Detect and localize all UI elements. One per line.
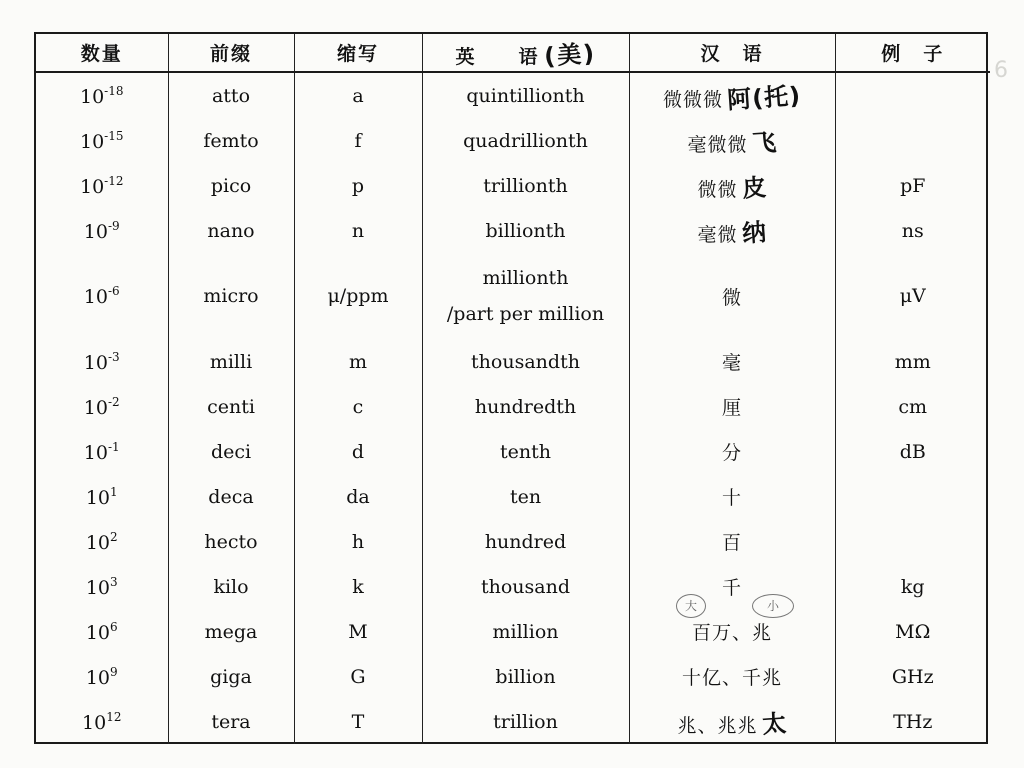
cell-abbreviation: T	[294, 699, 422, 744]
cell-prefix: atto	[168, 72, 294, 118]
quantity-exponent: 3	[110, 574, 118, 589]
cell-abbreviation: M	[294, 609, 422, 654]
english-text	[466, 78, 584, 114]
chinese-text: 十	[721, 487, 742, 509]
cell-prefix: deci	[168, 429, 294, 474]
cell-prefix: giga	[168, 654, 294, 699]
cell-quantity	[36, 253, 168, 339]
quantity-base: 10	[83, 220, 108, 243]
table-row	[36, 384, 990, 429]
english-text	[447, 260, 604, 332]
header-chinese: 汉 语	[629, 34, 835, 72]
cell-chinese	[629, 699, 835, 744]
english-text	[510, 479, 541, 515]
chinese-text: 毫	[721, 352, 742, 374]
header-english-annotation: (美)	[542, 39, 597, 71]
table-row	[36, 118, 990, 163]
quantity-exponent: 9	[110, 664, 118, 679]
si-prefix-table	[36, 34, 990, 744]
cell-chinese	[629, 339, 835, 384]
cell-abbreviation: c	[294, 384, 422, 429]
cell-abbreviation: m	[294, 339, 422, 384]
english-line: million	[492, 620, 559, 643]
cell-chinese	[629, 564, 835, 609]
table-row	[36, 474, 990, 519]
cell-abbreviation: da	[294, 474, 422, 519]
cell-abbreviation: p	[294, 163, 422, 208]
cell-english	[422, 519, 629, 564]
quantity-base: 10	[85, 621, 111, 644]
circled-note-large: 大	[676, 594, 706, 618]
table-header-row	[36, 34, 990, 72]
cell-chinese	[629, 208, 835, 253]
quantity-base: 10	[85, 531, 111, 554]
english-text	[475, 389, 576, 425]
header-quantity: 数量	[36, 34, 168, 72]
chinese-text: 千	[721, 577, 742, 599]
header-prefix: 前缀	[168, 34, 294, 72]
cell-example: mm	[894, 350, 931, 373]
english-line: billion	[495, 665, 556, 688]
cell-example: pF	[900, 174, 926, 197]
cell-english	[422, 384, 629, 429]
quantity-base: 10	[83, 396, 108, 419]
quantity-base: 10	[79, 175, 105, 198]
cell-prefix: micro	[168, 253, 294, 339]
english-line: trillion	[493, 710, 558, 733]
english-text	[500, 434, 551, 470]
prefix-table-sheet	[34, 32, 988, 744]
cell-abbreviation: d	[294, 429, 422, 474]
english-line: quadrillionth	[463, 129, 588, 152]
chinese-text: 兆、兆兆	[677, 715, 758, 737]
cell-abbreviation: n	[294, 208, 422, 253]
cell-english	[422, 564, 629, 609]
cell-example: cm	[898, 395, 928, 418]
quantity-base: 10	[79, 85, 105, 108]
quantity-exponent: 12	[106, 709, 122, 724]
cell-english	[422, 699, 629, 744]
cell-english	[422, 339, 629, 384]
cell-chinese	[629, 474, 835, 519]
chinese-text: 分	[721, 442, 742, 464]
chinese-text: 十亿、千兆	[681, 667, 782, 689]
header-english	[422, 34, 629, 72]
cell-english	[422, 609, 629, 654]
cell-english	[422, 253, 629, 339]
chinese-text: 厘	[721, 397, 742, 419]
cell-example: GHz	[891, 665, 934, 688]
chinese-text: 百万、兆	[691, 622, 772, 644]
cell-chinese	[629, 163, 835, 208]
cell-chinese	[629, 654, 835, 699]
cell-example	[835, 474, 990, 519]
cell-quantity	[36, 429, 168, 474]
table-row	[36, 564, 990, 609]
quantity-exponent: 2	[110, 529, 118, 544]
handwritten-note: 阿(托)	[726, 81, 803, 115]
chinese-text: 毫微	[697, 224, 738, 246]
english-line: trillionth	[483, 174, 568, 197]
cell-chinese	[629, 384, 835, 429]
cell-example	[835, 519, 990, 564]
english-line: hundredth	[474, 395, 577, 418]
cell-prefix: hecto	[168, 519, 294, 564]
cell-example: kg	[900, 575, 925, 598]
english-text	[485, 213, 565, 249]
english-text	[495, 659, 555, 695]
cell-chinese	[629, 72, 835, 118]
cell-prefix: nano	[168, 208, 294, 253]
cell-english	[422, 654, 629, 699]
cell-quantity	[36, 163, 168, 208]
table-row	[36, 609, 990, 654]
cell-english	[422, 163, 629, 208]
cell-english	[422, 72, 629, 118]
table-row	[36, 429, 990, 474]
cell-example: MΩ	[895, 620, 931, 643]
cell-quantity	[36, 118, 168, 163]
english-text	[471, 344, 580, 380]
quantity-exponent: 1	[110, 484, 118, 499]
handwritten-note: 皮	[740, 173, 768, 203]
cell-abbreviation: G	[294, 654, 422, 699]
table-row	[36, 72, 990, 118]
header-example: 例 子	[835, 34, 990, 72]
quantity-exponent: -15	[104, 128, 124, 143]
quantity-base: 10	[85, 666, 111, 689]
cell-prefix: pico	[168, 163, 294, 208]
handwritten-note: 飞	[750, 128, 778, 158]
cell-quantity	[36, 208, 168, 253]
cell-prefix: centi	[168, 384, 294, 429]
english-line: tenth	[500, 440, 551, 463]
table-row	[36, 699, 990, 744]
cell-chinese	[629, 429, 835, 474]
cell-quantity	[36, 699, 168, 744]
quantity-exponent: -9	[107, 218, 120, 233]
cell-chinese	[629, 118, 835, 163]
cell-quantity	[36, 564, 168, 609]
quantity-base: 10	[85, 486, 111, 509]
english-line: quintillionth	[466, 84, 585, 107]
table-row	[36, 208, 990, 253]
cell-prefix: femto	[168, 118, 294, 163]
cell-chinese	[629, 609, 835, 654]
cell-example: dB	[899, 440, 926, 463]
cell-quantity	[36, 339, 168, 384]
cell-quantity	[36, 474, 168, 519]
chinese-text: 微	[721, 286, 742, 309]
cell-prefix: deca	[168, 474, 294, 519]
bleed-through-mark: 6	[994, 58, 1008, 83]
chinese-text: 微微微	[663, 89, 724, 111]
table-row	[36, 339, 990, 384]
english-line: ten	[509, 485, 542, 508]
english-text	[493, 704, 558, 740]
cell-example	[835, 72, 990, 118]
cell-prefix: tera	[168, 699, 294, 744]
cell-english	[422, 118, 629, 163]
cell-abbreviation: a	[294, 72, 422, 118]
cell-example: ns	[901, 219, 924, 242]
english-line: thousandth	[471, 350, 580, 373]
cell-quantity	[36, 384, 168, 429]
handwritten-note: 纳	[740, 218, 768, 248]
quantity-exponent: 6	[110, 619, 118, 634]
quantity-base: 10	[83, 286, 108, 308]
cell-example	[835, 118, 990, 163]
cell-prefix: milli	[168, 339, 294, 384]
english-text	[463, 123, 588, 159]
cell-quantity	[36, 72, 168, 118]
english-text	[493, 614, 559, 650]
cell-example: THz	[893, 710, 933, 733]
cell-quantity	[36, 654, 168, 699]
english-line-secondary: /part per million	[446, 303, 605, 325]
english-line: millionth	[482, 267, 569, 289]
cell-example: μV	[899, 285, 926, 307]
table-row	[36, 253, 990, 339]
english-text	[485, 524, 566, 560]
english-line: thousand	[480, 575, 571, 598]
english-text	[483, 168, 568, 204]
quantity-exponent: -18	[104, 83, 124, 98]
cell-prefix: kilo	[168, 564, 294, 609]
quantity-base: 10	[83, 441, 108, 464]
cell-chinese	[629, 253, 835, 339]
quantity-exponent: -1	[107, 439, 120, 454]
cell-quantity	[36, 519, 168, 564]
quantity-exponent: -12	[104, 173, 124, 188]
quantity-base: 10	[83, 351, 108, 374]
quantity-exponent: -3	[107, 349, 120, 364]
header-abbreviation: 缩写	[294, 34, 422, 72]
cell-prefix: mega	[168, 609, 294, 654]
quantity-base: 10	[85, 576, 111, 599]
cell-abbreviation: k	[294, 564, 422, 609]
header-english-label: 英 语	[455, 46, 540, 68]
cell-abbreviation: f	[294, 118, 422, 163]
cell-abbreviation: h	[294, 519, 422, 564]
chinese-text: 毫微微	[687, 134, 748, 156]
quantity-exponent: -6	[107, 284, 120, 298]
handwritten-note: 太	[760, 709, 788, 739]
circled-note-small: 小	[752, 594, 794, 618]
cell-chinese	[629, 519, 835, 564]
english-text	[481, 569, 570, 605]
cell-abbreviation: μ/ppm	[294, 253, 422, 339]
cell-english	[422, 474, 629, 519]
chinese-text: 微微	[697, 179, 738, 201]
quantity-exponent: -2	[107, 394, 120, 409]
table-row	[36, 654, 990, 699]
table-row	[36, 163, 990, 208]
quantity-base: 10	[82, 711, 107, 734]
table-row	[36, 519, 990, 564]
cell-english	[422, 429, 629, 474]
cell-english	[422, 208, 629, 253]
cell-quantity	[36, 609, 168, 654]
chinese-text: 百	[721, 532, 742, 554]
english-line: hundred	[484, 530, 567, 553]
english-line: billionth	[485, 219, 566, 242]
quantity-base: 10	[79, 130, 105, 153]
